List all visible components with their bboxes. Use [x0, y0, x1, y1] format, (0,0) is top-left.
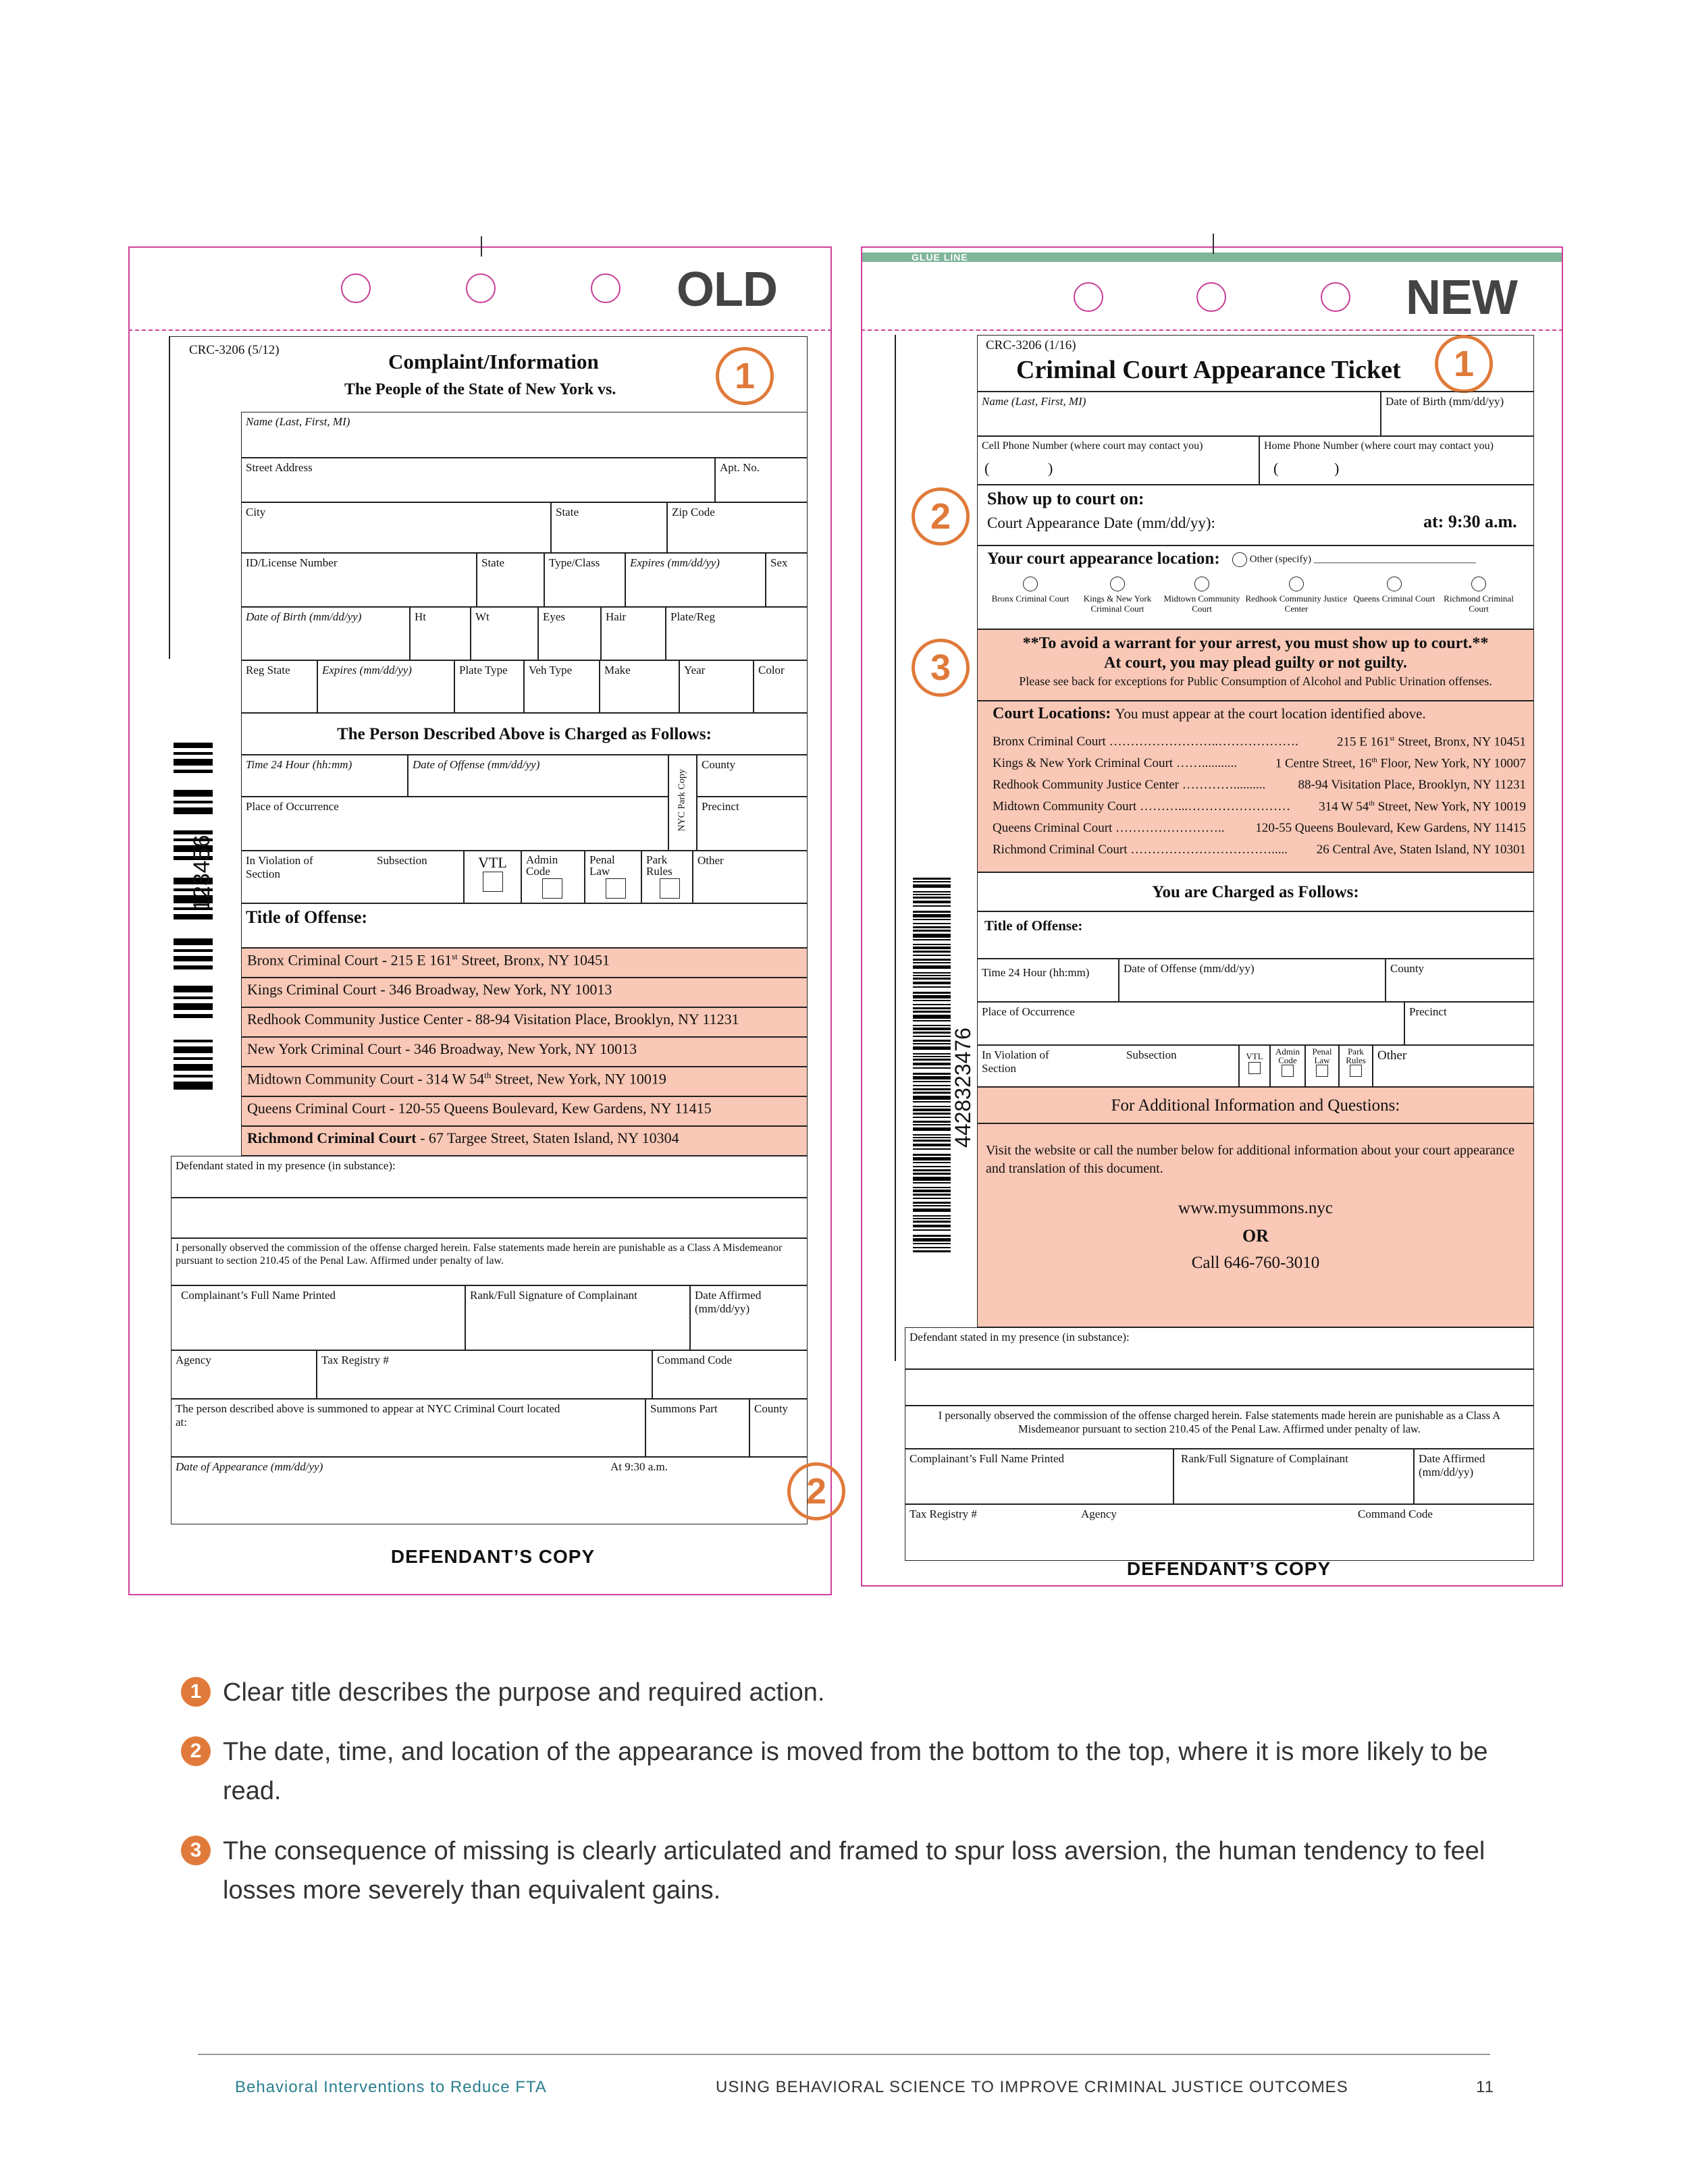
new-vtl-box	[1239, 1045, 1270, 1087]
old-violation-field	[241, 851, 464, 903]
barcode-bar	[913, 930, 951, 932]
old-rank-signature: Rank/Full Signature of Complainant	[465, 1285, 690, 1350]
new-barcode-number: 4428323476	[951, 1028, 975, 1148]
old-veh-type-field: Veh Type	[524, 660, 600, 713]
old-state2-field: State	[477, 553, 544, 607]
barcode-bar	[913, 951, 951, 953]
new-at-time: at: 9:30 a.m.	[1423, 512, 1517, 531]
barcode-bar	[913, 1101, 951, 1102]
new-call: Call 646-760-3010	[1191, 1254, 1320, 1273]
old-tax-registry: Tax Registry #	[317, 1350, 652, 1399]
old-court-bronx: Bronx Criminal Court - 215 E 161st Street, Bronx, NY 10451	[241, 948, 808, 978]
new-badge-3: 3	[912, 639, 970, 697]
old-badge-2: 2	[787, 1462, 845, 1520]
new-charged-heading: You are Charged as Follows:	[977, 872, 1534, 911]
new-date-affirmed: Date Affirmed (mm/dd/yy)	[1414, 1449, 1534, 1504]
new-loc-option[interactable]: Kings & New York Criminal Court	[1074, 577, 1161, 628]
old-punch-hole	[466, 273, 496, 303]
new-park-label: Park Rules	[1346, 1046, 1366, 1065]
new-warning-1: **To avoid a warrant for your arrest, you must show up to court.**	[1022, 635, 1489, 652]
barcode-bar	[913, 1243, 951, 1244]
old-id-license-field: ID/License Number	[241, 553, 477, 607]
new-subsection-label: Subsection	[1126, 1048, 1177, 1061]
old-subtitle: The People of the State of New York vs.	[344, 381, 616, 398]
barcode-bar	[913, 995, 951, 998]
barcode-bar	[913, 1106, 951, 1107]
old-penal-box	[585, 851, 641, 903]
new-court-row: Richmond Criminal Court ……………………………..... 26 Central Ave, Staten Island, NY 10301	[993, 843, 1526, 857]
old-make-field: Make	[600, 660, 679, 713]
barcode-bar	[913, 1053, 951, 1055]
barcode-bar	[913, 1235, 951, 1237]
old-street-field: Street Address	[241, 458, 715, 502]
old-barcode-number: 123456	[189, 834, 215, 911]
barcode-bar	[913, 947, 951, 949]
old-affirmation: I personally observed the commission of the offense charged herein. False statements made herein are punishable as a Class A Misdemeanor pursuant to section 210.45 of the Penal Law. Affirmed under penalty of law.	[171, 1238, 808, 1285]
old-expires-field: Expires (mm/dd/yy)	[625, 553, 766, 607]
barcode-bar	[913, 1238, 951, 1242]
barcode-bar	[913, 1081, 951, 1082]
old-county-field: County	[697, 755, 808, 797]
barcode-bar	[913, 1218, 951, 1219]
new-website: www.mysummons.nyc	[1178, 1199, 1333, 1217]
old-copy-label: DEFENDANT’S COPY	[390, 1546, 596, 1567]
barcode-bar	[913, 923, 951, 924]
barcode-bar	[913, 975, 951, 976]
new-info-text: Visit the website or call the number below for additional information about your court appearance and translation of this document.	[986, 1143, 1514, 1176]
new-location-label: Your court appearance location:	[987, 550, 1220, 568]
new-cell-label: Cell Phone Number (where court may contact you)	[982, 440, 1203, 452]
old-at-time: At 9:30 a.m.	[610, 1460, 668, 1473]
barcode-bar	[913, 1247, 951, 1248]
barcode-bar	[913, 959, 951, 961]
barcode-bar	[913, 1004, 951, 1005]
new-rank-signature: Rank/Full Signature of Complainant	[1173, 1449, 1414, 1504]
new-punch-hole	[1196, 282, 1226, 312]
new-loc-option[interactable]: Richmond Criminal Court	[1438, 577, 1519, 628]
old-punch-hole	[591, 273, 621, 303]
barcode-bar	[913, 1059, 951, 1061]
new-other-box: Other	[1373, 1045, 1534, 1087]
new-title: Criminal Court Appearance Ticket	[1016, 356, 1401, 384]
old-vtl-box	[464, 851, 521, 903]
old-color-field: Color	[754, 660, 808, 713]
barcode-bar	[913, 1028, 951, 1030]
old-type-class-field: Type/Class	[544, 553, 625, 607]
barcode-bar	[913, 1117, 951, 1118]
footer-page: 11	[1476, 2078, 1494, 2096]
old-admin-label: Admin Code	[526, 853, 558, 878]
glue-line-text: GLUE LINE	[912, 252, 968, 263]
new-penal-box	[1305, 1045, 1339, 1087]
barcode-bar	[913, 1040, 951, 1042]
old-label: OLD	[677, 263, 777, 317]
old-date-appearance: Date of Appearance (mm/dd/yy) At 9:30 a.m.	[171, 1457, 808, 1524]
new-appearance-date: Court Appearance Date (mm/dd/yy):	[987, 514, 1215, 531]
barcode-bar	[913, 955, 951, 956]
new-admin-checkbox[interactable]	[1282, 1065, 1294, 1077]
barcode-bar	[913, 1250, 951, 1252]
new-info-box	[977, 1123, 1534, 1327]
new-agency: Agency	[1081, 1508, 1117, 1520]
barcode-bar	[913, 1109, 951, 1111]
old-violation-label: In Violation of Section	[246, 854, 313, 881]
new-court-row: Kings & New York Criminal Court ……........... 1 Centre Street, 16th Floor, New York, NY 10007	[993, 756, 1526, 771]
new-stub-line	[895, 335, 896, 1361]
new-fold-tick	[1213, 234, 1214, 254]
old-court-redhook: Redhook Community Justice Center - 88-94 Visitation Place, Brooklyn, NY 11231	[241, 1007, 808, 1037]
new-precinct-field: Precinct	[1404, 1002, 1534, 1045]
old-place-field: Place of Occurrence	[241, 797, 668, 851]
barcode-bar	[913, 1088, 951, 1090]
barcode-bar	[913, 992, 951, 994]
old-hair-field: Hair	[601, 607, 666, 660]
barcode-bar	[913, 1154, 951, 1156]
barcode-bar	[913, 1162, 951, 1163]
new-or: OR	[1242, 1226, 1269, 1246]
barcode-bar	[913, 1096, 951, 1100]
barcode-bar	[913, 897, 951, 899]
barcode-bar	[913, 1124, 951, 1125]
old-court-queens: Queens Criminal Court - 120-55 Queens Boulevard, Kew Gardens, NY 11415	[241, 1096, 808, 1126]
barcode-bar	[913, 1067, 951, 1069]
old-park-label: Park Rules	[646, 853, 672, 878]
new-violation-field	[977, 1045, 1239, 1087]
old-punch-hole	[341, 273, 371, 303]
old-eyes-field: Eyes	[538, 607, 601, 660]
new-title-offense: Title of Offense:	[977, 911, 1534, 959]
new-warning-2: At court, you may plead guilty or not guilty.	[1104, 654, 1407, 672]
old-nyc-park-copy	[668, 755, 697, 851]
old-other-box: Other	[693, 851, 808, 903]
old-barcode	[171, 743, 218, 1094]
new-vtl-checkbox[interactable]	[1248, 1062, 1261, 1074]
old-sex-field: Sex	[766, 553, 808, 607]
new-park-box	[1339, 1045, 1373, 1087]
old-state-field: State	[551, 502, 667, 553]
new-violation-label: In Violation of Section	[982, 1048, 1049, 1075]
new-info-heading: For Additional Information and Questions:	[977, 1087, 1534, 1123]
barcode-bar	[913, 1032, 951, 1034]
barcode-bar	[913, 1073, 951, 1075]
barcode-bar	[913, 1000, 951, 1001]
new-admin-box	[1270, 1045, 1305, 1087]
barcode-bar	[913, 1085, 951, 1086]
new-dob-field: Date of Birth (mm/dd/yy)	[1381, 392, 1534, 436]
barcode-bar	[913, 1011, 951, 1013]
old-vtl-label: VTL	[478, 854, 507, 871]
footer-left: Behavioral Interventions to Reduce FTA	[235, 2078, 547, 2096]
barcode-bar	[913, 1121, 951, 1123]
new-court-row: Midtown Community Court ………...…………………… 314 W 54th Street, New York, NY 10019	[993, 799, 1526, 814]
old-zip-field: Zip Code	[667, 502, 808, 553]
new-affirmation: I personally observed the commission of the offense charged herein. False statements made herein are punishable as a Class A Misdemeanor pursuant to section 210.45 of the Penal Law. Affirmed under penalty of law.	[905, 1406, 1534, 1449]
old-dob-field: Date of Birth (mm/dd/yy)	[241, 607, 410, 660]
old-court-midtown: Midtown Community Court - 314 W 54th Street, New York, NY 10019	[241, 1067, 808, 1096]
old-plate-reg-field: Plate/Reg	[666, 607, 808, 660]
old-date-affirmed: Date Affirmed (mm/dd/yy)	[690, 1285, 808, 1350]
old-court-newyork: New York Criminal Court - 346 Broadway, New York, NY 10013	[241, 1037, 808, 1067]
new-warning-3: Please see back for exceptions for Public Consumption of Alcohol and Public Urination offenses.	[1019, 674, 1492, 688]
old-subsection-label: Subsection	[377, 854, 427, 867]
barcode-bar	[913, 919, 951, 920]
new-perforation-line	[861, 329, 1563, 331]
barcode-bar	[913, 1063, 951, 1065]
barcode-bar	[913, 1020, 951, 1021]
barcode-bar	[913, 1182, 951, 1183]
new-location-options	[987, 577, 1534, 628]
old-park-box	[641, 851, 693, 903]
barcode-bar	[913, 1015, 951, 1019]
new-badge-1: 1	[1435, 335, 1493, 393]
barcode-bar	[913, 1229, 951, 1231]
barcode-bar	[913, 1076, 951, 1080]
barcode-bar	[913, 1194, 951, 1196]
new-loc-option[interactable]: Redhook Community Justice Center	[1242, 577, 1350, 628]
footnote-2: The date, time, and location of the appearance is moved from the bottom to the top, where it is more likely to be read.	[223, 1738, 1488, 1805]
old-time-field: Time 24 Hour (hh:mm)	[241, 755, 408, 797]
new-place-field: Place of Occurrence	[977, 1002, 1404, 1045]
new-location-other: Other (specify) ________________________________	[1232, 552, 1476, 567]
old-year-field: Year	[679, 660, 754, 713]
barcode-bar	[913, 1169, 951, 1171]
old-ht-field: Ht	[410, 607, 471, 660]
barcode-bar	[913, 1173, 951, 1175]
barcode-bar	[913, 884, 951, 888]
barcode-bar	[913, 1187, 951, 1188]
barcode-bar	[913, 1190, 951, 1192]
old-charged-heading: The Person Described Above is Charged as Follows:	[241, 713, 808, 755]
old-perforation-line	[128, 329, 832, 331]
barcode-bar	[913, 1205, 951, 1206]
new-blank-line	[905, 1369, 1534, 1406]
footnote-badge-3: 3	[181, 1836, 211, 1865]
footer-rule	[198, 2054, 1490, 2055]
barcode-bar	[913, 1113, 951, 1115]
new-cell-phone: Cell Phone Number (where court may contact you) ( )	[977, 436, 1259, 485]
footnote-3: The consequence of missing is clearly articulated and framed to spur loss aversion, the human tendency to feel losses more severely than equivalent gains.	[223, 1837, 1485, 1905]
barcode-bar	[913, 934, 951, 938]
barcode-bar	[913, 1134, 951, 1136]
old-date-offense-field: Date of Offense (mm/dd/yy)	[408, 755, 668, 797]
old-admin-checkbox[interactable]	[542, 878, 562, 899]
new-location-other-radio[interactable]	[1232, 552, 1247, 567]
barcode-bar	[913, 1007, 951, 1009]
new-court-loc-heading: Court Locations: You must appear at the court location identified above.	[993, 705, 1426, 722]
old-park-checkbox[interactable]	[660, 878, 680, 899]
barcode-bar	[913, 894, 951, 895]
barcode-bar	[913, 881, 951, 882]
barcode-bar	[913, 1202, 951, 1204]
new-name-field: Name (Last, First, MI)	[977, 392, 1381, 436]
old-city-field: City	[241, 502, 551, 553]
new-admin-label: Admin Code	[1275, 1046, 1300, 1065]
barcode-bar	[913, 1166, 951, 1167]
barcode-bar	[913, 1046, 951, 1050]
barcode-bar	[913, 891, 951, 893]
barcode-bar	[913, 978, 951, 980]
new-badge-2: 2	[912, 487, 970, 545]
old-admin-box	[521, 851, 585, 903]
old-summoned-text: The person described above is summoned to appear at NYC Criminal Court located at:	[171, 1399, 645, 1457]
new-penal-label: Penal Law	[1312, 1046, 1332, 1065]
old-defendant-stated: Defendant stated in my presence (in substance):	[171, 1156, 808, 1198]
barcode-bar	[913, 972, 951, 974]
barcode-bar	[913, 1198, 951, 1199]
barcode-bar	[913, 965, 951, 969]
old-command-code: Command Code	[652, 1350, 808, 1399]
barcode-bar	[913, 1025, 951, 1026]
footnote-1: Clear title describes the purpose and required action.	[223, 1678, 825, 1707]
new-park-checkbox[interactable]	[1350, 1065, 1362, 1077]
new-date-offense-field: Date of Offense (mm/dd/yy)	[1119, 959, 1386, 1002]
barcode-bar	[913, 962, 951, 963]
new-court-row: Queens Criminal Court …………………….. 120-55 Queens Boulevard, Kew Gardens, NY 11415	[993, 821, 1526, 835]
old-complainant-name: Complainant’s Full Name Printed	[171, 1285, 465, 1350]
new-time-field: Time 24 Hour (hh:mm)	[977, 959, 1119, 1002]
new-loc-option[interactable]: Queens Criminal Court	[1350, 577, 1438, 628]
barcode-bar	[913, 944, 951, 945]
new-label: NEW	[1406, 271, 1517, 325]
old-agency: Agency	[171, 1350, 317, 1399]
new-vtl-label: VTL	[1246, 1051, 1263, 1061]
new-home-phone: Home Phone Number (where court may contact you) ( )	[1259, 436, 1534, 485]
barcode-bar	[913, 1127, 951, 1131]
old-penal-label: Penal Law	[589, 853, 615, 878]
new-copy-label: DEFENDANT’S COPY	[1126, 1558, 1331, 1579]
old-court-richmond: Richmond Criminal Court - 67 Targee Street, Staten Island, NY 10304	[241, 1126, 808, 1156]
barcode-bar	[913, 939, 951, 940]
barcode-bar	[913, 1092, 951, 1094]
old-reg-state-field: Reg State	[241, 660, 317, 713]
new-barcode	[912, 878, 952, 1256]
old-penal-checkbox[interactable]	[606, 878, 626, 899]
new-form-number: CRC-3206 (1/16)	[986, 338, 1076, 352]
barcode-bar	[913, 1043, 951, 1044]
barcode-bar	[913, 1137, 951, 1138]
old-apt-field: Apt. No.	[715, 458, 808, 502]
barcode-bar	[913, 1056, 951, 1057]
new-warning-box	[977, 629, 1534, 701]
barcode-bar	[913, 911, 951, 913]
new-defendant-stated: Defendant stated in my presence (in substance):	[905, 1327, 1534, 1369]
old-name-field: Name (Last, First, MI)	[241, 412, 808, 458]
new-loc-option[interactable]: Midtown Community Court	[1161, 577, 1242, 628]
old-summons-part: Summons Part	[645, 1399, 749, 1457]
barcode-bar	[913, 914, 951, 917]
barcode-bar	[913, 1140, 951, 1142]
old-badge-1: 1	[716, 347, 774, 405]
new-command-code: Command Code	[1358, 1508, 1433, 1520]
old-expires2-field: Expires (mm/dd/yy)	[317, 660, 454, 713]
new-penal-checkbox[interactable]	[1316, 1065, 1328, 1077]
old-nyc-park-text: NYC Park Copy	[677, 769, 687, 832]
old-blank-line	[171, 1198, 808, 1238]
old-title-offense: Title of Offense:	[241, 903, 808, 948]
barcode-bar	[913, 905, 951, 907]
old-fold-tick	[481, 236, 482, 257]
new-court-row: Redhook Community Justice Center ………….......... 88-94 Visitation Place, Brooklyn, NY 11231	[993, 778, 1526, 792]
barcode-bar	[913, 986, 951, 988]
barcode-bar	[913, 1177, 951, 1181]
old-precinct-field: Precinct	[697, 797, 808, 851]
new-county-field: County	[1386, 959, 1534, 1002]
barcode-bar	[913, 1215, 951, 1217]
footer-center: USING BEHAVIORAL SCIENCE TO IMPROVE CRIMINAL JUSTICE OUTCOMES	[716, 2078, 1348, 2096]
barcode-bar	[913, 1148, 951, 1150]
old-county2: County	[749, 1399, 808, 1457]
old-wt-field: Wt	[471, 607, 538, 660]
barcode-bar	[913, 1221, 951, 1223]
new-punch-hole	[1321, 282, 1350, 312]
new-punch-hole	[1074, 282, 1103, 312]
new-tax-registry: Tax Registry #	[909, 1508, 977, 1520]
footnote-badge-1: 1	[181, 1677, 211, 1707]
old-plate-type-field: Plate Type	[454, 660, 524, 713]
footnote-badge-2: 2	[181, 1736, 211, 1766]
barcode-bar	[913, 926, 951, 928]
new-loc-option[interactable]: Bronx Criminal Court	[987, 577, 1074, 628]
old-form-number: CRC-3206 (5/12)	[189, 343, 280, 357]
old-vtl-checkbox[interactable]	[483, 872, 503, 892]
barcode-bar	[913, 1225, 951, 1227]
new-home-label: Home Phone Number (where court may contact you)	[1264, 440, 1494, 452]
new-court-row: Bronx Criminal Court ……………………..………………. 215 E 161st Street, Bronx, NY 10451	[993, 735, 1526, 749]
barcode-bar	[913, 1036, 951, 1037]
barcode-bar	[913, 878, 951, 880]
barcode-bar	[913, 1157, 951, 1161]
old-court-kings: Kings Criminal Court - 346 Broadway, New York, NY 10013	[241, 978, 808, 1007]
new-show-up: Show up to court on:	[987, 489, 1144, 508]
barcode-bar	[913, 1208, 951, 1212]
new-tax-agency-command	[905, 1504, 1534, 1561]
barcode-bar	[913, 1144, 951, 1146]
barcode-bar	[913, 982, 951, 984]
barcode-bar	[913, 901, 951, 903]
new-complainant-name: Complainant’s Full Name Printed	[905, 1449, 1173, 1504]
old-title: Complaint/Information	[388, 350, 599, 373]
